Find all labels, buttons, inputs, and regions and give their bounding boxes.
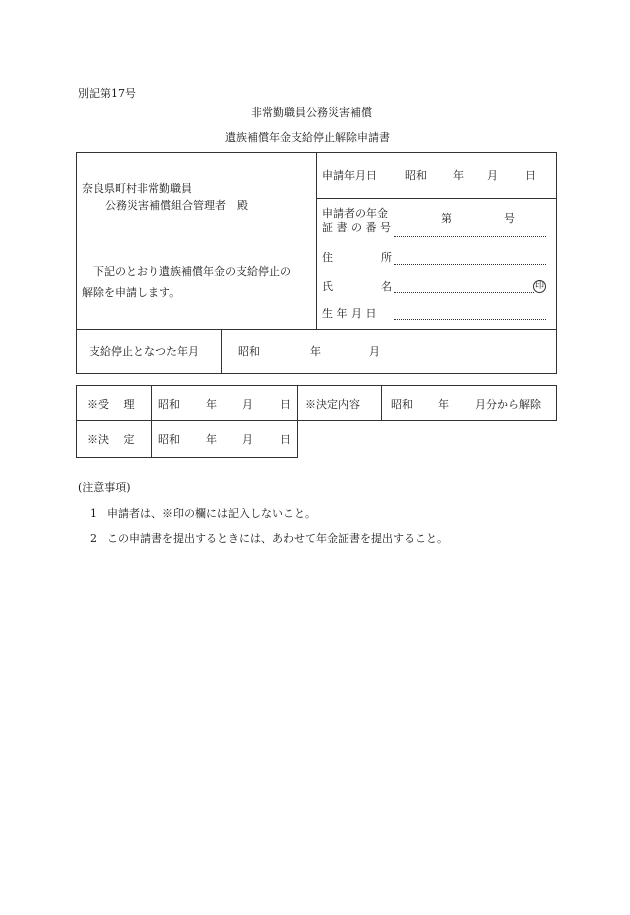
birthdate-label: 生 年 月 日 bbox=[322, 307, 377, 320]
name-field[interactable] bbox=[394, 292, 534, 293]
decision-year[interactable]: 年 bbox=[206, 433, 217, 446]
addressee-line1: 奈良県町村非常勤職員 bbox=[82, 182, 192, 195]
decision-day[interactable]: 日 bbox=[280, 433, 291, 446]
name-label-a: 氏 bbox=[322, 280, 333, 293]
application-date-year[interactable]: 年 bbox=[453, 169, 464, 182]
suspension-year[interactable]: 年 bbox=[310, 345, 321, 358]
table-divider-vertical bbox=[316, 152, 317, 330]
application-date-era: 昭和 bbox=[405, 169, 427, 182]
receipt-month[interactable]: 月 bbox=[242, 398, 253, 411]
office-divider-2 bbox=[297, 385, 298, 421]
application-date-day[interactable]: 日 bbox=[525, 169, 536, 182]
note-item-1-number: 1 bbox=[90, 507, 97, 520]
suspension-month[interactable]: 月 bbox=[369, 345, 380, 358]
certificate-label-line1: 申請者の年金 bbox=[322, 207, 388, 220]
decision-label: ※決 定 bbox=[87, 433, 135, 446]
receipt-year[interactable]: 年 bbox=[206, 398, 217, 411]
decision-content-year[interactable]: 年 bbox=[438, 398, 449, 411]
request-text-line1: 下記のとおり遺族補償年金の支給停止の bbox=[93, 265, 291, 278]
note-item-1-text: 申請者は、※印の欄には記入しないこと。 bbox=[107, 507, 316, 520]
certificate-prefix: 第 bbox=[441, 212, 452, 225]
receipt-era: 昭和 bbox=[158, 398, 180, 411]
address-label-b: 所 bbox=[381, 251, 392, 264]
suspension-era: 昭和 bbox=[238, 345, 260, 358]
name-label-b: 名 bbox=[381, 280, 392, 293]
receipt-label: ※受 理 bbox=[87, 398, 135, 411]
certificate-suffix: 号 bbox=[504, 212, 515, 225]
note-item-2-text: この申請書を提出するときには、あわせて年金証書を提出すること。 bbox=[107, 532, 448, 545]
table-divider-suspension bbox=[76, 329, 557, 330]
suspension-label: 支給停止となつた年月 bbox=[89, 345, 199, 358]
birthdate-field[interactable] bbox=[394, 319, 546, 320]
address-field[interactable] bbox=[394, 264, 546, 265]
decision-month[interactable]: 月 bbox=[242, 433, 253, 446]
application-date-label: 申請年月日 bbox=[322, 169, 377, 182]
form-title-line1: 非常勤職員公務災害補償 bbox=[251, 106, 372, 119]
table-divider-date bbox=[316, 198, 557, 199]
receipt-day[interactable]: 日 bbox=[280, 398, 291, 411]
note-item-2-number: 2 bbox=[90, 532, 97, 545]
decision-content-month-text: 月分から解除 bbox=[475, 398, 541, 411]
office-divider-3 bbox=[381, 385, 382, 421]
form-number: 別記第17号 bbox=[78, 87, 136, 100]
certificate-label-line2: 証 書 の 番 号 bbox=[322, 221, 391, 234]
decision-content-label: ※決定内容 bbox=[305, 398, 360, 411]
application-date-month[interactable]: 月 bbox=[487, 169, 498, 182]
decision-content-era: 昭和 bbox=[391, 398, 413, 411]
decision-era: 昭和 bbox=[158, 433, 180, 446]
request-text-line2: 解除を申請します。 bbox=[82, 286, 181, 299]
addressee-line2: 公務災害補償組合管理者 殿 bbox=[105, 199, 248, 212]
office-divider-1 bbox=[151, 385, 152, 458]
address-label-a: 住 bbox=[322, 251, 333, 264]
seal-mark: 印 bbox=[534, 281, 544, 291]
form-title-line2: 遺族補償年金支給停止解除申請書 bbox=[225, 131, 390, 144]
certificate-number-field[interactable] bbox=[394, 236, 546, 237]
notes-heading: (注意事項) bbox=[78, 481, 131, 494]
table-divider-suspension-cell bbox=[221, 329, 222, 374]
